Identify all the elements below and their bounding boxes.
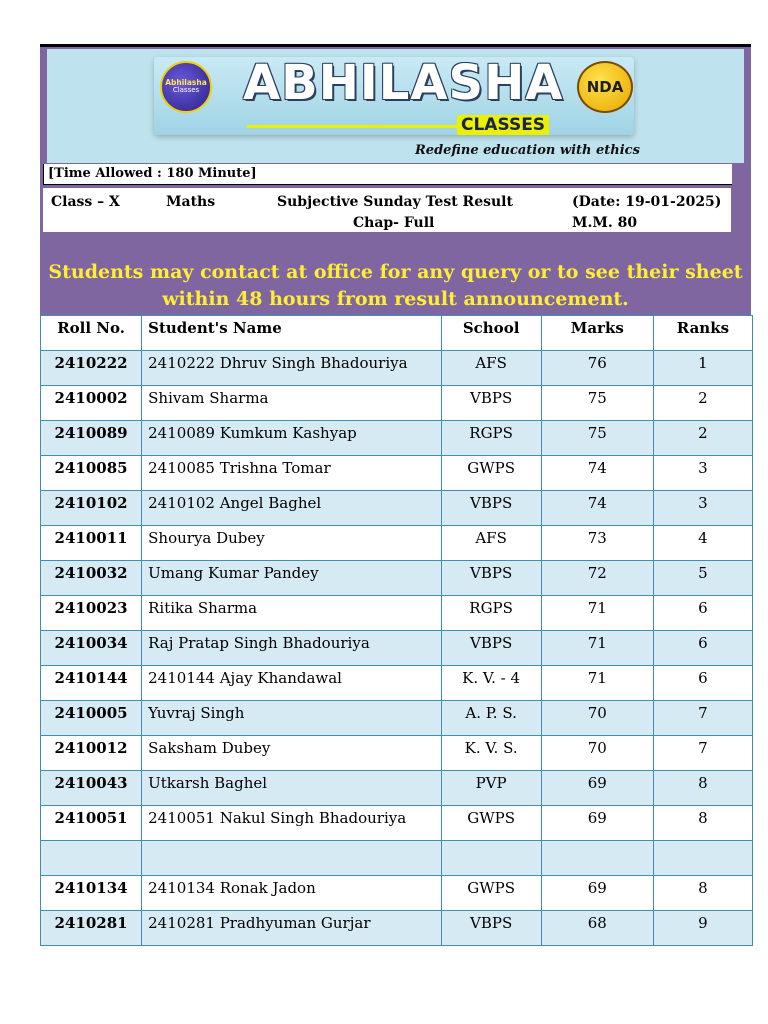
cell-roll: 2410144	[41, 666, 142, 701]
table-row	[41, 526, 753, 561]
cell-name: 2410222 Dhruv Singh Bhadouriya	[142, 351, 441, 386]
cell-marks: 71	[541, 666, 653, 701]
cell-rank: 2	[653, 421, 752, 456]
cell-school: VBPS	[441, 631, 541, 666]
cell-marks: 75	[541, 386, 653, 421]
cell-marks	[541, 841, 653, 876]
table-row	[41, 386, 753, 421]
table-header-row	[41, 316, 753, 351]
table-row	[41, 876, 753, 911]
cell-marks: 69	[541, 771, 653, 806]
cell-rank	[653, 841, 752, 876]
cell-roll: 2410005	[41, 701, 142, 736]
table-row	[41, 456, 753, 491]
table-row	[41, 631, 753, 666]
cell-school: VBPS	[441, 911, 541, 946]
cell-marks: 69	[541, 876, 653, 911]
cell-name: 2410089 Kumkum Kashyap	[142, 421, 441, 456]
cell-roll: 2410222	[41, 351, 142, 386]
brand-title: ABHILASHA	[243, 55, 564, 111]
cell-rank: 7	[653, 701, 752, 736]
cell-roll: 2410051	[41, 806, 142, 841]
time-allowed-row	[43, 164, 732, 185]
cell-rank: 8	[653, 876, 752, 911]
cell-name: Utkarsh Baghel	[142, 771, 441, 806]
cell-rank: 8	[653, 806, 752, 841]
cell-marks: 75	[541, 421, 653, 456]
cell-school: AFS	[441, 526, 541, 561]
cell-name: 2410051 Nakul Singh Bhadouriya	[142, 806, 441, 841]
brand-banner	[47, 49, 744, 163]
cell-name	[142, 841, 441, 876]
abhilasha-logo-icon	[160, 61, 212, 113]
cell-school	[441, 841, 541, 876]
table-row	[41, 421, 753, 456]
brand-underline	[247, 125, 457, 128]
test-info-row	[43, 188, 731, 232]
cell-marks: 72	[541, 561, 653, 596]
cell-marks: 73	[541, 526, 653, 561]
tagline: Redefine education with ethics	[415, 143, 640, 158]
cell-roll	[41, 841, 142, 876]
cell-rank: 9	[653, 911, 752, 946]
cell-name: 2410085 Trishna Tomar	[142, 456, 441, 491]
class-label: Class – X	[51, 194, 120, 210]
cell-school: K. V. - 4	[441, 666, 541, 701]
cell-roll: 2410012	[41, 736, 142, 771]
results-table	[40, 315, 753, 946]
cell-marks: 71	[541, 631, 653, 666]
table-row	[41, 771, 753, 806]
cell-name: 2410281 Pradhyuman Gurjar	[142, 911, 441, 946]
cell-rank: 2	[653, 386, 752, 421]
header-name: Student's Name	[142, 316, 441, 351]
logo-sub: Classes	[172, 86, 200, 95]
table-row	[41, 666, 753, 701]
cell-marks: 76	[541, 351, 653, 386]
cell-rank: 3	[653, 491, 752, 526]
table-row	[41, 351, 753, 386]
cell-school: RGPS	[441, 421, 541, 456]
cell-roll: 2410032	[41, 561, 142, 596]
cell-school: VBPS	[441, 386, 541, 421]
cell-name: 2410134 Ronak Jadon	[142, 876, 441, 911]
cell-marks: 70	[541, 736, 653, 771]
header-roll: Roll No.	[41, 316, 142, 351]
header-school: School	[441, 316, 541, 351]
cell-school: A. P. S.	[441, 701, 541, 736]
cell-marks: 74	[541, 456, 653, 491]
cell-rank: 1	[653, 351, 752, 386]
cell-marks: 68	[541, 911, 653, 946]
results-table-wrap	[40, 315, 751, 946]
cell-school: RGPS	[441, 596, 541, 631]
table-row	[41, 841, 753, 876]
cell-roll: 2410034	[41, 631, 142, 666]
table-row	[41, 596, 753, 631]
cell-school: GWPS	[441, 456, 541, 491]
table-row	[41, 806, 753, 841]
cell-school: VBPS	[441, 561, 541, 596]
cell-rank: 3	[653, 456, 752, 491]
cell-name: Yuvraj Singh	[142, 701, 441, 736]
table-row	[41, 911, 753, 946]
table-row	[41, 491, 753, 526]
notice-banner	[47, 259, 744, 313]
cell-school: GWPS	[441, 876, 541, 911]
cell-roll: 2410085	[41, 456, 142, 491]
subject-label: Maths	[166, 194, 216, 210]
header-marks: Marks	[541, 316, 653, 351]
cell-roll: 2410281	[41, 911, 142, 946]
logo-name: Abhilasha	[165, 78, 207, 88]
test-name: Subjective Sunday Test Result	[277, 194, 513, 210]
cell-name: Ritika Sharma	[142, 596, 441, 631]
chapter-label: Chap- Full	[353, 215, 435, 231]
cell-school: PVP	[441, 771, 541, 806]
cell-rank: 7	[653, 736, 752, 771]
cell-rank: 8	[653, 771, 752, 806]
test-date: (Date: 19-01-2025)	[572, 194, 722, 210]
max-marks: M.M. 80	[572, 215, 638, 231]
cell-rank: 4	[653, 526, 752, 561]
cell-school: AFS	[441, 351, 541, 386]
header-ranks: Ranks	[653, 316, 752, 351]
cell-school: GWPS	[441, 806, 541, 841]
cell-school: K. V. S.	[441, 736, 541, 771]
table-row	[41, 736, 753, 771]
cell-school: VBPS	[441, 491, 541, 526]
header-panel	[40, 47, 751, 315]
cell-rank: 6	[653, 666, 752, 701]
notice-line-1: Students may contact at office for any query or to see their sheet	[48, 261, 743, 283]
cell-roll: 2410102	[41, 491, 142, 526]
table-row	[41, 561, 753, 596]
cell-marks: 70	[541, 701, 653, 736]
nda-badge-icon: NDA	[577, 61, 633, 113]
cell-name: Saksham Dubey	[142, 736, 441, 771]
cell-roll: 2410089	[41, 421, 142, 456]
cell-rank: 6	[653, 631, 752, 666]
cell-roll: 2410011	[41, 526, 142, 561]
cell-rank: 5	[653, 561, 752, 596]
cell-roll: 2410043	[41, 771, 142, 806]
cell-name: 2410144 Ajay Khandawal	[142, 666, 441, 701]
time-allowed: [Time Allowed : 180 Minute]	[48, 166, 257, 181]
cell-roll: 2410002	[41, 386, 142, 421]
cell-name: 2410102 Angel Baghel	[142, 491, 441, 526]
cell-marks: 71	[541, 596, 653, 631]
cell-roll: 2410134	[41, 876, 142, 911]
cell-rank: 6	[653, 596, 752, 631]
cell-name: Shivam Sharma	[142, 386, 441, 421]
cell-marks: 74	[541, 491, 653, 526]
cell-roll: 2410023	[41, 596, 142, 631]
cell-name: Shourya Dubey	[142, 526, 441, 561]
table-row	[41, 701, 753, 736]
cell-name: Umang Kumar Pandey	[142, 561, 441, 596]
brand-subtitle: CLASSES	[457, 115, 549, 135]
cell-name: Raj Pratap Singh Bhadouriya	[142, 631, 441, 666]
cell-marks: 69	[541, 806, 653, 841]
notice-line-2: within 48 hours from result announcement.	[162, 288, 629, 310]
